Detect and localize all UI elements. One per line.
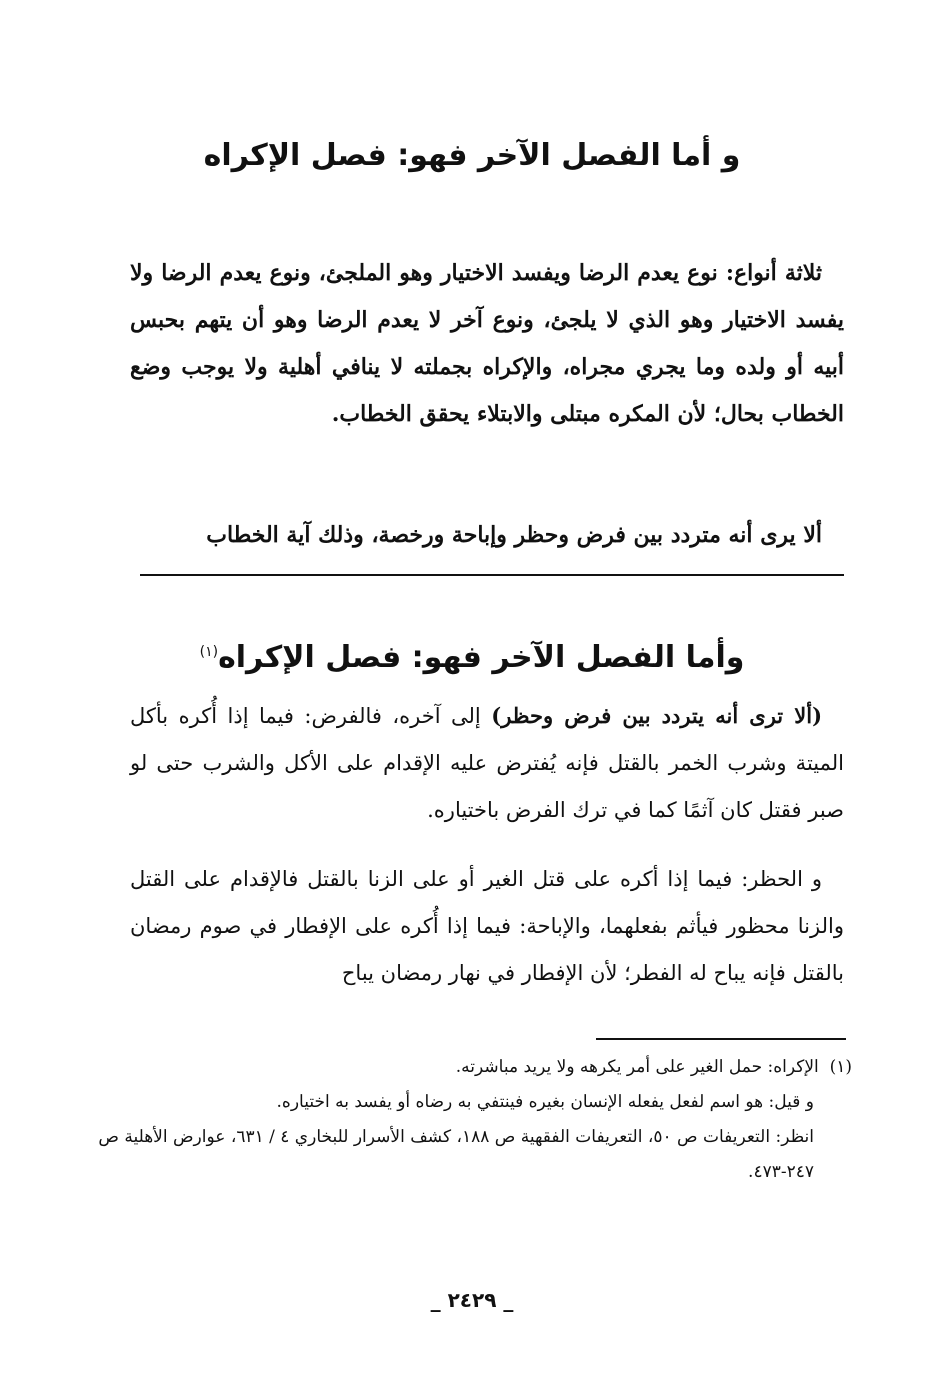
footnote-line-2: و قيل: هو اسم لفعل يفعله الإنسان بغيره فينتفي به رضاه أو يفسد به اختياره. [276, 1092, 814, 1112]
upper-paragraph-1 [130, 250, 844, 438]
lower-paragraph-2 [130, 856, 844, 997]
upper-paragraph-1-text: ثلاثة أنواع: نوع يعدم الرضا ويفسد الاختيار وهو الملجئ، ونوع يعدم الرضا ولا يفسد الاختيار وهو الذي لا يلجئ، ونوع آخر لا يعدم الرضا وهو أن يتهم بحبس أبيه أو ولده وما يجري مجراه، والإكراه بجملته لا ينافي أهلية ولا يوجب وضع الخطاب بحال؛ لأن المكره مبتلى والابتلاء يحقق الخطاب. [130, 260, 844, 427]
lower-section-heading [100, 632, 844, 678]
page-number: _ ٢٤٢٩ _ [430, 1288, 514, 1312]
upper-paragraph-2-text: ألا يرى أنه متردد بين فرض وحظر وإباحة ورخصة، وذلك آية الخطاب [206, 522, 822, 548]
footnote-line-1: الإكراه: حمل الغير على أمر يكرهه ولا يريد مباشرته. [455, 1057, 819, 1077]
footnotes [90, 1050, 852, 1190]
lower-heading-text: وأما الفصل الآخر فهو: فصل الإكراه [218, 640, 745, 675]
lower-paragraph-2-text: و الحظر: فيما إذا أكره على قتل الغير أو على الزنا بالقتل فالإقدام على القتل والزنا محظور فيأثم بفعلهما، والإباحة: فيما إذا أُكره على الإفطار في صوم رمضان بالقتل فإنه يباح له الفطر؛ لأن الإفطار في نهار رمضان يباح [130, 867, 844, 985]
upper-section-heading [100, 136, 844, 176]
lower-paragraph-1-text [130, 692, 844, 834]
footnote-line-3: انظر: التعريفات ص ٥٠، التعريفات الفقهية ص ١٨٨، كشف الأسرار للبخاري ٤ / ٦٣١، عوارض الأهلية ص ٢٤٧-٤٧٣. [98, 1127, 814, 1182]
footnote-marker: (١) [829, 1057, 852, 1077]
heading-footnote-marker: (١) [199, 644, 219, 660]
footnote-separator [596, 1038, 846, 1040]
quoted-matn: (ألا ترى أنه يتردد بين فرض وحظر) [491, 703, 822, 728]
section-divider [140, 574, 844, 576]
upper-heading-text: و أما الفصل الآخر فهو: فصل الإكراه [203, 138, 741, 173]
commentary-text: إلى آخره، فالفرض: فيما إذا أُكره بأكل الميتة وشرب الخمر بالقتل فإنه يُفترض عليه الإقدام على الأكل والشرب حتى لو صبر فقتل كان آثمًا كما في ترك الفرض باختياره. [130, 704, 844, 822]
upper-paragraph-2 [130, 512, 844, 559]
footnote-1 [90, 1050, 852, 1085]
lower-paragraph-1 [130, 692, 844, 834]
